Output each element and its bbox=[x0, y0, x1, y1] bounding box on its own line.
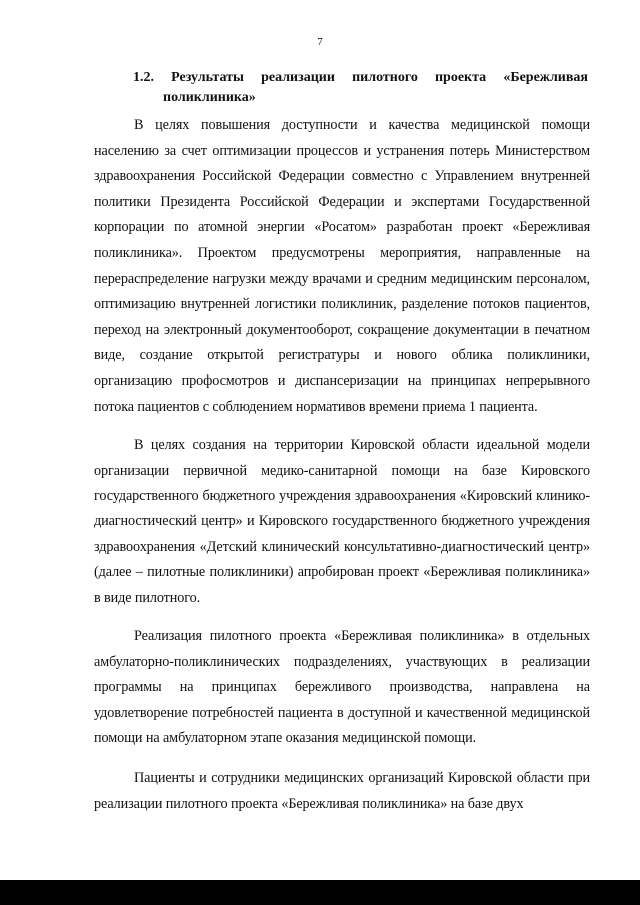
section-heading-line2: поликлиника» bbox=[163, 90, 256, 105]
section-heading-line1: 1.2. Результаты реализации пилотного проекта «Бережливая bbox=[133, 70, 588, 85]
paragraph: В целях создания на территории Кировской области идеальной модели организации первичной медико-санитарной помощи на базе Кировского государственного бюджетного учреждения здравоохранения «Кировский клинико-диагностический центр» и Кировского государственного бюджетного учреждения здравоохранения «Детский клинический консультативно-диагностический центр» (далее – пилотные поликлиники) апробирован проект «Бережливая поликлиника» в виде пилотного. bbox=[94, 437, 590, 606]
paragraph: В целях повышения доступности и качества медицинской помощи населению за счет оптимизации процессов и устранения потерь Министерством здравоохранения Российской Федерации совместно с Управлением внутренней политики Президента Российской Федерации и экспертами Государственной корпорации по атомной энергии «Росатом» разработан проект «Бережливая поликлиника». Проектом предусмотрены мероприятия, направленные на перераспределение нагрузки между врачами и средним медицинским персоналом, оптимизацию внутренней логистики поликлиник, разделение потоков пациентов, переход на электронный документооборот, сокращение документации в печатном виде, создание открытой регистратуры и нового облика поликлиники, организацию профосмотров и диспансеризации на принципах непрерывного потока пациентов с соблюдением нормативов времени приема 1 пациента. bbox=[94, 117, 590, 415]
paragraph: Пациенты и сотрудники медицинских организаций Кировской области при реализации пилотного проекта «Бережливая поликлиника» на базе двух bbox=[94, 769, 590, 813]
scan-bottom-border bbox=[0, 880, 640, 905]
page-number: 7 bbox=[317, 36, 323, 48]
paragraph: Реализация пилотного проекта «Бережливая поликлиника» в отдельных амбулаторно-поликлинических подразделениях, участвующих в реализации программы на принципах бережливого производства, направлена на удовлетворение потребностей пациента в доступной и качественной медицинской помощи на амбулаторном этапе оказания медицинской помощи. bbox=[94, 627, 590, 747]
section-heading bbox=[133, 68, 588, 108]
body-text bbox=[94, 113, 590, 817]
